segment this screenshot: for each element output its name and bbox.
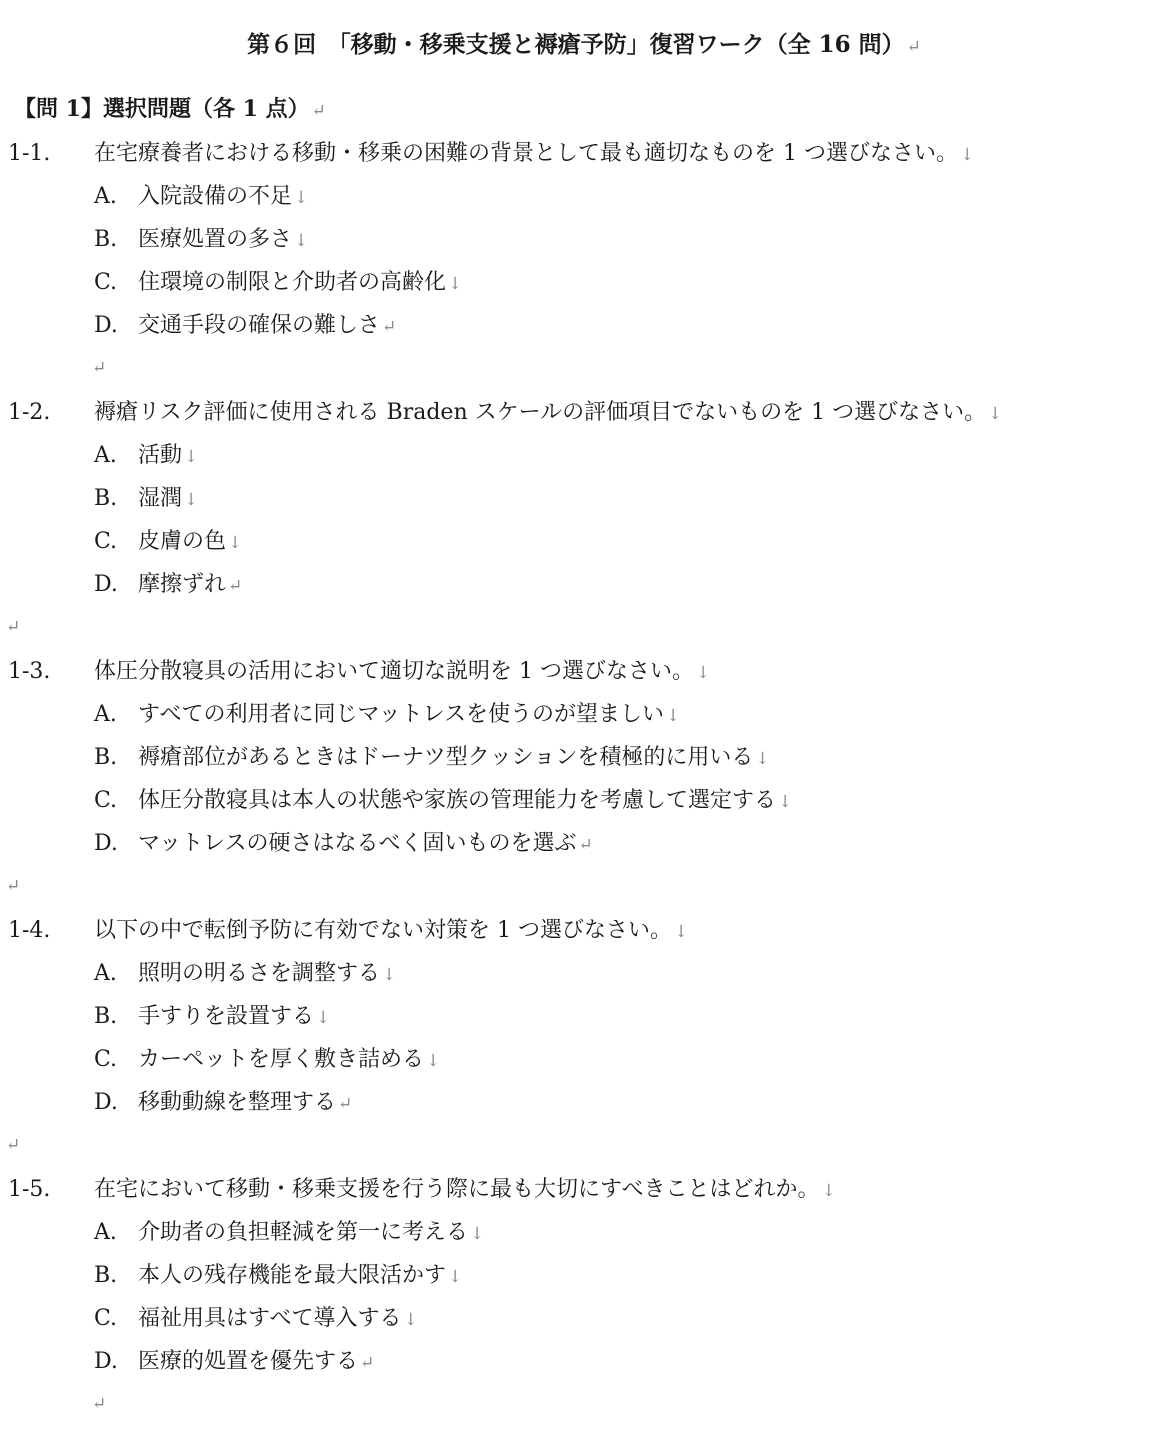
option-b	[0, 218, 1168, 261]
question-stem	[0, 650, 1168, 693]
option-text-wrap	[138, 693, 680, 738]
question-1-5	[0, 1168, 1168, 1426]
line-break-mark: ↓	[403, 1310, 418, 1330]
option-text-wrap	[138, 736, 770, 781]
option-letter: B.	[94, 1263, 118, 1288]
option-letter: B.	[94, 227, 118, 252]
option-text-wrap	[138, 1340, 374, 1385]
option-text: 医療処置の多さ	[138, 227, 293, 252]
line-break-mark: ↓	[448, 274, 463, 294]
option-b	[0, 995, 1168, 1038]
empty-paragraph	[0, 1383, 1168, 1426]
title-text: 第６回 「移動・移乗支援と褥瘡予防」復習ワーク（全 16 問）	[247, 31, 905, 58]
line-break-mark: ↓	[755, 749, 770, 769]
option-text: 皮膚の色	[138, 529, 227, 554]
option-text-wrap	[138, 434, 198, 479]
paragraph-mark: ↵	[228, 576, 243, 596]
line-break-mark: ↓	[674, 922, 689, 942]
option-text-wrap	[138, 304, 396, 349]
option-text-wrap	[138, 995, 330, 1040]
option-text: 活動	[138, 443, 183, 468]
question-number: 1-3.	[8, 659, 51, 684]
option-b	[0, 736, 1168, 779]
question-text: 在宅において移動・移乗支援を行う際に最も大切にすべきことはどれか。	[94, 1177, 820, 1202]
option-text: 照明の明るさを調整する	[138, 961, 381, 986]
question-stem	[0, 132, 1168, 175]
paragraph-mark: ↵	[92, 358, 107, 378]
line-break-mark: ↓	[294, 188, 309, 208]
option-text: 住環境の制限と介助者の高齢化	[138, 270, 447, 295]
option-letter: D.	[94, 1349, 118, 1374]
option-text: マットレスの硬さはなるべく固いものを選ぶ	[138, 831, 577, 856]
option-c	[0, 1297, 1168, 1340]
line-break-mark: ↓	[666, 706, 681, 726]
option-letter: C.	[94, 788, 118, 813]
question-text-wrap	[94, 909, 688, 954]
option-d	[0, 563, 1168, 606]
line-break-mark: ↓	[294, 231, 309, 251]
paragraph-mark: ↵	[311, 101, 326, 121]
option-d	[0, 304, 1168, 347]
option-text: すべての利用者に同じマットレスを使うのが望ましい	[138, 702, 665, 727]
option-letter: C.	[94, 270, 118, 295]
option-text: 医療的処置を優先する	[138, 1349, 359, 1374]
option-text: 本人の残存機能を最大限活かす	[138, 1263, 447, 1288]
question-text: 体圧分散寝具の活用において適切な説明を 1 つ選びなさい。	[94, 659, 694, 684]
option-letter: C.	[94, 1306, 118, 1331]
line-break-mark: ↓	[960, 145, 975, 165]
option-c	[0, 520, 1168, 563]
option-a	[0, 1211, 1168, 1254]
option-d	[0, 1081, 1168, 1124]
option-b	[0, 477, 1168, 520]
line-break-mark: ↓	[184, 490, 199, 510]
option-text-wrap	[138, 261, 462, 306]
line-break-mark: ↓	[426, 1051, 441, 1071]
question-number: 1-1.	[8, 141, 51, 166]
option-c	[0, 1038, 1168, 1081]
line-break-mark: ↓	[184, 447, 199, 467]
option-letter: D.	[94, 313, 118, 338]
question-text-wrap	[94, 132, 974, 177]
question-text: 褥瘡リスク評価に使用される Braden スケールの評価項目でないものを 1 つ選びなさい。	[94, 400, 987, 425]
option-d	[0, 822, 1168, 865]
option-c	[0, 261, 1168, 304]
question-1-2	[0, 391, 1168, 649]
option-text-wrap	[138, 1297, 418, 1342]
line-break-mark: ↓	[448, 1267, 463, 1287]
option-letter: B.	[94, 1004, 118, 1029]
paragraph-mark: ↵	[338, 1094, 353, 1114]
question-text: 以下の中で転倒予防に有効でない対策を 1 つ選びなさい。	[94, 918, 672, 943]
question-number: 1-5.	[8, 1177, 51, 1202]
question-stem	[0, 1168, 1168, 1211]
option-text-wrap	[138, 1038, 440, 1083]
question-stem	[0, 391, 1168, 434]
paragraph-mark: ↵	[6, 1135, 21, 1155]
option-text-wrap	[138, 563, 242, 608]
question-number: 1-2.	[8, 400, 51, 425]
option-text-wrap	[138, 1254, 462, 1299]
option-text: 手すりを設置する	[138, 1004, 315, 1029]
option-text: 介助者の負担軽減を第一に考える	[138, 1220, 469, 1245]
question-1-4	[0, 909, 1168, 1167]
empty-paragraph	[0, 606, 1168, 649]
option-text: 体圧分散寝具は本人の状態や家族の管理能力を考慮して選定する	[138, 788, 777, 813]
option-letter: C.	[94, 1047, 118, 1072]
option-text: 入院設備の不足	[138, 184, 293, 209]
line-break-mark: ↓	[778, 792, 793, 812]
option-letter: A.	[94, 1220, 117, 1245]
option-text: 摩擦ずれ	[138, 572, 227, 597]
paragraph-mark: ↵	[6, 617, 21, 637]
question-text-wrap	[94, 391, 1002, 436]
paragraph-mark: ↵	[906, 37, 921, 57]
option-a	[0, 952, 1168, 995]
question-stem	[0, 909, 1168, 952]
option-text-wrap	[138, 218, 308, 263]
question-text: 在宅療養者における移動・移乗の困難の背景として最も適切なものを 1 つ選びなさい。	[94, 141, 958, 166]
option-a	[0, 175, 1168, 218]
paragraph-mark: ↵	[6, 876, 21, 896]
option-letter: A.	[94, 443, 117, 468]
option-letter: B.	[94, 745, 118, 770]
option-letter: C.	[94, 529, 118, 554]
line-break-mark: ↓	[696, 663, 711, 683]
question-1-3	[0, 650, 1168, 908]
option-a	[0, 693, 1168, 736]
line-break-mark: ↓	[821, 1181, 836, 1201]
option-text-wrap	[138, 520, 242, 565]
option-text: 交通手段の確保の難しさ	[138, 313, 381, 338]
option-text: カーペットを厚く敷き詰める	[138, 1047, 425, 1072]
document-title	[0, 28, 1168, 64]
option-letter: A.	[94, 702, 117, 727]
option-a	[0, 434, 1168, 477]
option-c	[0, 779, 1168, 822]
line-break-mark: ↓	[470, 1224, 485, 1244]
option-letter: D.	[94, 831, 118, 856]
option-letter: A.	[94, 184, 117, 209]
line-break-mark: ↓	[316, 1008, 331, 1028]
option-text: 湿潤	[138, 486, 183, 511]
section-heading	[14, 92, 326, 128]
line-break-mark: ↓	[382, 965, 397, 985]
empty-paragraph	[0, 347, 1168, 390]
option-text-wrap	[138, 1081, 352, 1126]
option-text-wrap	[138, 1211, 484, 1256]
question-text-wrap	[94, 1168, 836, 1213]
option-text-wrap	[138, 952, 396, 997]
empty-paragraph	[0, 1124, 1168, 1167]
line-break-mark: ↓	[988, 404, 1003, 424]
option-b	[0, 1254, 1168, 1297]
line-break-mark: ↓	[228, 533, 243, 553]
empty-paragraph	[0, 865, 1168, 908]
section-heading-text: 【問 1】選択問題（各 1 点）	[14, 96, 310, 122]
option-letter: A.	[94, 961, 117, 986]
paragraph-mark: ↵	[92, 1394, 107, 1414]
question-number: 1-4.	[8, 918, 51, 943]
option-d	[0, 1340, 1168, 1383]
option-text-wrap	[138, 477, 198, 522]
question-1-1	[0, 132, 1168, 390]
question-text-wrap	[94, 650, 710, 695]
option-letter: D.	[94, 1090, 118, 1115]
option-text-wrap	[138, 779, 792, 824]
option-text: 褥瘡部位があるときはドーナツ型クッションを積極的に用いる	[138, 745, 754, 770]
paragraph-mark: ↵	[360, 1353, 375, 1373]
option-text-wrap	[138, 822, 593, 867]
paragraph-mark: ↵	[382, 317, 397, 337]
option-letter: D.	[94, 572, 118, 597]
option-text: 移動動線を整理する	[138, 1090, 337, 1115]
paragraph-mark: ↵	[578, 835, 593, 855]
option-letter: B.	[94, 486, 118, 511]
option-text-wrap	[138, 175, 308, 220]
option-text: 福祉用具はすべて導入する	[138, 1306, 402, 1331]
